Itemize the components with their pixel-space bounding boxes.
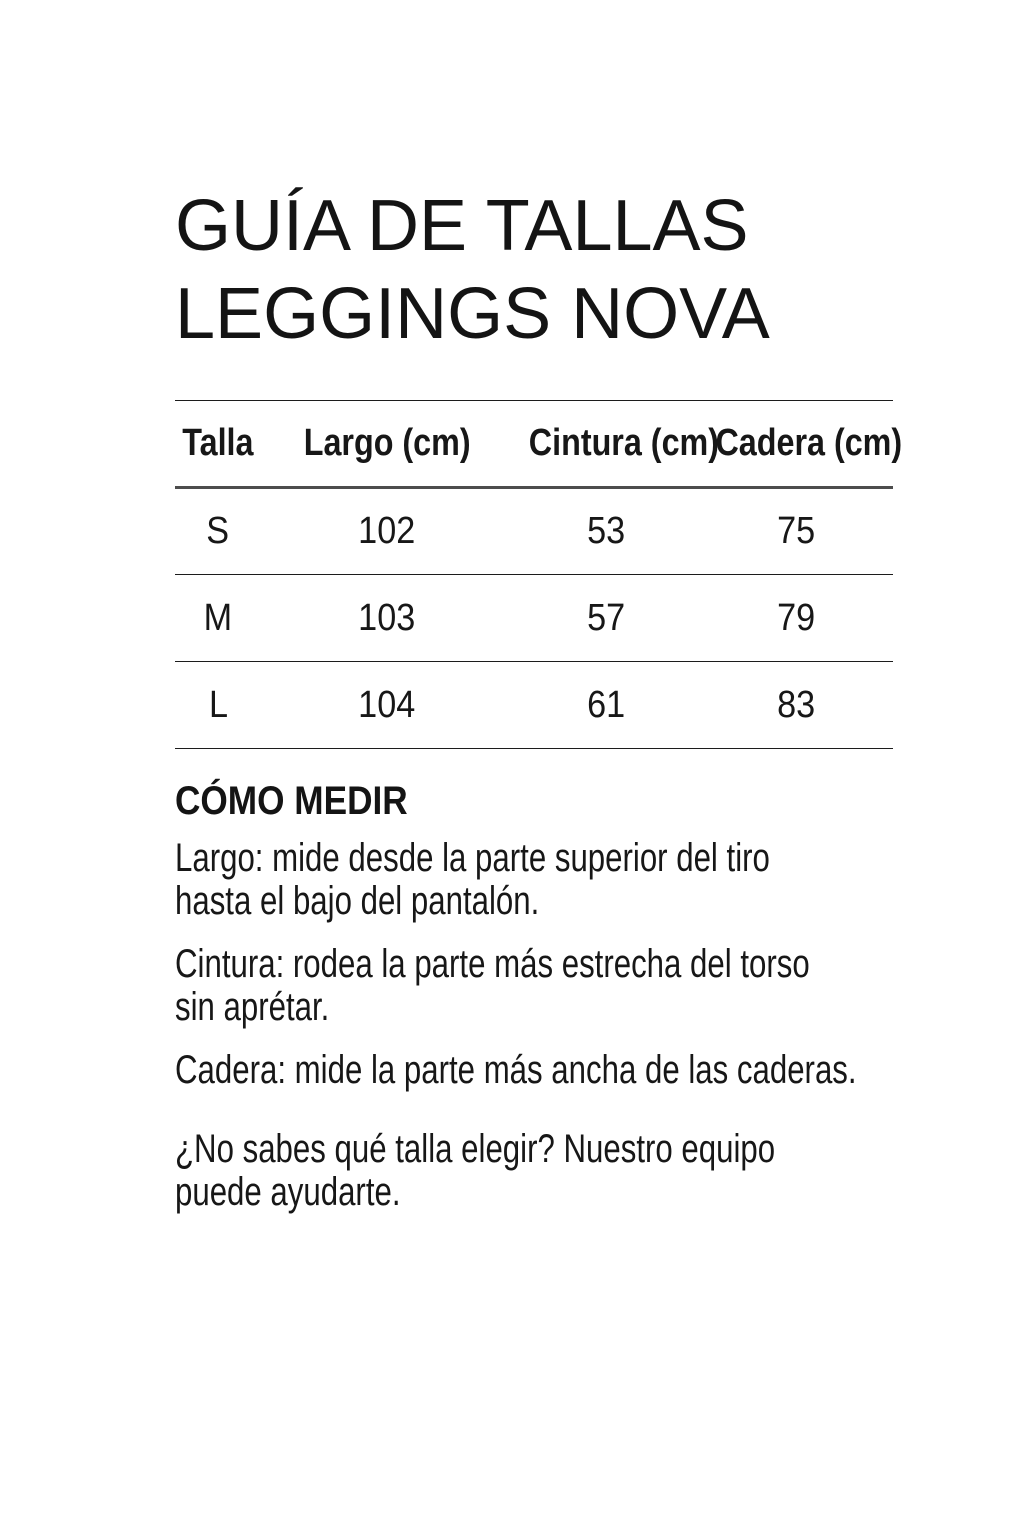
size-table: [175, 400, 903, 749]
header-label-cadera: Cadera (cm): [715, 422, 903, 464]
paragraph-largo: [175, 837, 893, 923]
value-cadera-s: 75: [777, 510, 816, 552]
value-talla-s: S: [206, 510, 230, 552]
cell-cadera-m: [699, 575, 893, 662]
paragraph-cintura: [175, 943, 893, 1029]
page-title-line-1: GUÍA DE TALLAS: [175, 186, 749, 266]
value-cintura-m: 57: [586, 596, 625, 639]
page-title: [175, 182, 893, 358]
value-cintura-l: 61: [586, 683, 625, 726]
header-cell-largo: [261, 401, 512, 488]
paragraph-cadera: [175, 1049, 893, 1092]
cell-largo-l: [261, 662, 512, 749]
paragraph-size-help-line-2: puede ayudarte.: [175, 1170, 401, 1214]
table-row-s: [175, 488, 893, 575]
table-row-l: [175, 662, 893, 749]
cell-cintura-m: [512, 575, 699, 662]
header-cell-talla: [175, 401, 261, 488]
paragraph-cadera-line-1: Cadera: mide la parte más ancha de las caderas.: [175, 1048, 857, 1092]
header-label-largo: Largo (cm): [303, 422, 471, 464]
header-label-talla: Talla: [182, 422, 254, 464]
cell-largo-s: [261, 488, 512, 575]
paragraph-size-help-line-1: ¿No sabes qué talla elegir? Nuestro equipo: [175, 1127, 776, 1171]
value-cadera-l: 83: [777, 683, 816, 726]
value-talla-l: L: [208, 683, 228, 726]
header-cell-cintura: [512, 401, 720, 488]
header-cell-cadera: [699, 401, 903, 488]
cell-cintura-l: [512, 662, 699, 749]
header-label-cintura: Cintura (cm): [529, 422, 720, 464]
cell-cadera-l: [699, 662, 893, 749]
value-largo-m: 103: [358, 596, 416, 639]
paragraph-cintura-line-1: Cintura: rodea la parte más estrecha del torso: [175, 942, 810, 986]
size-guide-page: [175, 0, 903, 1214]
paragraph-largo-line-2: hasta el bajo del pantalón.: [175, 879, 540, 923]
cell-cintura-s: [512, 488, 699, 575]
cell-talla-m: [175, 575, 261, 662]
size-table-header-row: [175, 401, 893, 488]
value-largo-l: 104: [358, 683, 416, 726]
paragraph-size-help: [175, 1128, 893, 1214]
paragraph-cintura-line-2: sin aprétar.: [175, 985, 330, 1029]
cell-cadera-s: [699, 488, 893, 575]
value-cadera-m: 79: [777, 596, 816, 639]
cell-largo-m: [261, 575, 512, 662]
value-talla-m: M: [203, 596, 233, 639]
table-row-m: [175, 575, 893, 662]
cell-talla-l: [175, 662, 261, 749]
value-largo-s: 102: [358, 510, 416, 552]
value-cintura-s: 53: [586, 510, 625, 552]
page-title-line-2: LEGGINGS NOVA: [175, 274, 770, 354]
how-to-measure-heading: CÓMO MEDIR: [175, 779, 408, 823]
cell-talla-s: [175, 488, 261, 575]
paragraph-largo-line-1: Largo: mide desde la parte superior del tiro: [175, 836, 770, 880]
